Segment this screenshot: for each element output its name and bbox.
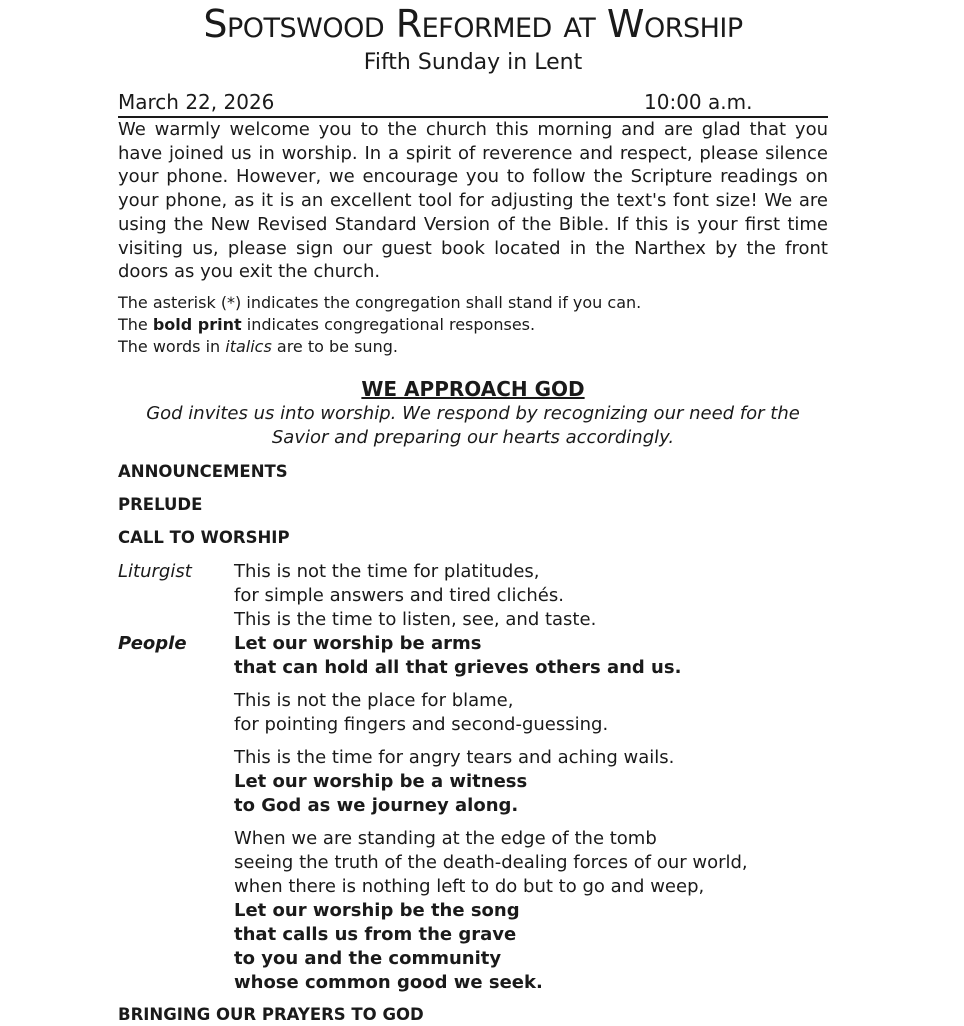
bulletin-page — [118, 0, 828, 1024]
liturgist-label: Liturgist — [118, 560, 192, 582]
item-bringing-prayers: BRINGING OUR PRAYERS TO GOD — [118, 1005, 424, 1024]
date-time-line — [118, 88, 828, 118]
liturgy-line: for pointing fingers and second-guessing. — [234, 713, 609, 735]
service-date: March 22, 2026 — [118, 90, 275, 114]
response-line: whose common good we seek. — [234, 971, 543, 993]
item-announcements: ANNOUNCEMENTS — [118, 461, 288, 481]
notes-block — [118, 292, 828, 358]
section-description-line: God invites us into worship. We respond by recognizing our need for the — [146, 402, 800, 424]
liturgist-part — [118, 827, 828, 995]
section-description-line: Savior and preparing our hearts accordingly. — [271, 426, 675, 448]
note-italic-pre: The words in — [118, 336, 226, 356]
response-line: Let our worship be a witness — [234, 770, 528, 792]
response-line: to you and the community — [234, 947, 502, 969]
note-bold — [118, 314, 828, 336]
response-line: to God as we journey along. — [234, 794, 519, 816]
liturgist-part — [118, 689, 828, 737]
note-italic-post: are to be sung. — [271, 336, 398, 356]
liturgical-day: Fifth Sunday in Lent — [363, 50, 583, 75]
response-line: that can hold all that grieves others and us. — [234, 656, 682, 678]
response-line: Let our worship be the song — [234, 899, 520, 921]
response-line: that calls us from the grave — [234, 923, 517, 945]
liturgy-line: This is not the time for platitudes, — [234, 560, 540, 582]
liturgy-line: for simple answers and tired clichés. — [234, 584, 564, 606]
note-bold-post: indicates congregational responses. — [241, 314, 536, 334]
liturgy-line: This is not the place for blame, — [234, 689, 514, 711]
service-time: 10:00 a.m. — [644, 90, 753, 114]
liturgy-line: When we are standing at the edge of the tomb — [234, 827, 657, 849]
people-part — [118, 632, 828, 680]
people-label: People — [118, 632, 187, 654]
welcome-paragraph: We warmly welcome you to the church this morning and are glad that you have joined us in worship. In a spirit of reverence and respect, please silence your phone. However, we encourage you to follow the Scripture readings on your phone, as it is an excellent tool for adjusting the text's font size! We are using the New Revised Standard Version of the Bible. If this is your first time visiting us, please sign our guest book located in the Narthex by the front doors as you exit the church. — [118, 119, 828, 283]
note-italics — [118, 336, 828, 358]
note-bold-word: bold print — [152, 314, 242, 334]
section-heading: WE APPROACH GOD — [361, 376, 585, 401]
liturgist-part — [118, 746, 828, 818]
liturgist-part — [118, 560, 828, 632]
liturgy-line: This is the time to listen, see, and taste. — [234, 608, 597, 630]
bulletin-title: Spotswood Reformed at Worship — [203, 2, 743, 46]
section-description — [118, 402, 828, 450]
note-italic-word: italics — [225, 336, 272, 356]
response-line: Let our worship be arms — [234, 632, 482, 654]
note-asterisk: The asterisk (*) indicates the congregation shall stand if you can. — [118, 292, 642, 312]
call-to-worship-liturgy — [118, 560, 828, 995]
note-bold-pre: The — [118, 314, 153, 334]
liturgy-line: This is the time for angry tears and aching wails. — [234, 746, 675, 768]
liturgy-line: seeing the truth of the death-dealing forces of our world, — [234, 851, 748, 873]
liturgy-line: when there is nothing left to do but to go and weep, — [234, 875, 705, 897]
item-call-to-worship: CALL TO WORSHIP — [118, 527, 290, 547]
item-prelude: PRELUDE — [118, 494, 203, 514]
